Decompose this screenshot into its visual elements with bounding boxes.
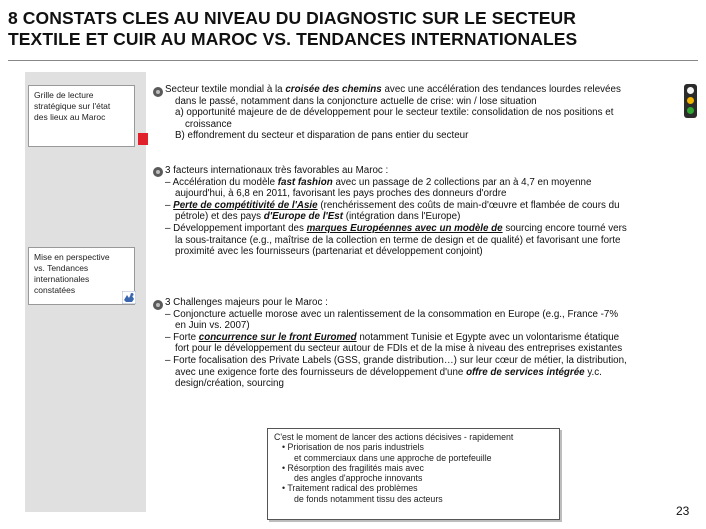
section2-line: 3 facteurs internationaux très favorables au Maroc : bbox=[165, 165, 389, 176]
section3-line: en Juin vs. 2007) bbox=[175, 320, 250, 332]
conclusion-line: et commerciaux dans une approche de portefeuille bbox=[294, 452, 492, 463]
section3-line: – Forte concurrence sur le front Euromed notamment Tunisie et Egypte avec un volontarisme étatique bbox=[165, 331, 620, 343]
conclusion-line: • Traitement radical des problèmes bbox=[282, 483, 418, 494]
section1-line: dans le passé, notamment dans la conjoncture actuelle de crise: win / lose situation bbox=[175, 95, 537, 107]
page-number: 23 bbox=[676, 504, 690, 518]
page-title bbox=[8, 8, 698, 50]
traffic-light-icon bbox=[684, 84, 697, 118]
conclusion-line: • Priorisation de nos paris industriels bbox=[282, 442, 424, 453]
section-world-textile bbox=[165, 84, 685, 142]
box2-line: Mise en perspective bbox=[34, 252, 110, 262]
section2-line: aujourd'hui, à 6,8 en 2011, favorisant les pays proches des donneurs d'ordre bbox=[175, 188, 507, 200]
section1-line: B) effondrement du secteur et disparation de pans entier du secteur bbox=[175, 130, 469, 142]
reading-grid-box bbox=[28, 85, 135, 147]
international-perspective-box bbox=[28, 247, 135, 305]
title-line-1: 8 CONSTATS CLES AU NIVEAU DU DIAGNOSTIC SUR LE SECTEUR bbox=[8, 8, 577, 28]
box2-line: constatées bbox=[34, 285, 76, 295]
conclusion-line: des angles d'approche innovants bbox=[294, 473, 423, 484]
box1-line: Grille de lecture bbox=[34, 90, 94, 100]
globe-icon bbox=[122, 291, 136, 304]
section2-line: pétrole) et des pays d'Europe de l'Est (intégration dans l'Europe) bbox=[175, 211, 461, 223]
section3-line: fort pour le développement du secteur autour de FDIs et de la mise à niveau des entreprises existantes bbox=[175, 343, 623, 355]
bullet-icon bbox=[153, 167, 163, 177]
title-line-2: TEXTILE ET CUIR AU MAROC VS. TENDANCES INTERNATIONALES bbox=[8, 29, 578, 49]
box1-line: des lieux au Maroc bbox=[34, 112, 106, 122]
conclusion-box bbox=[267, 428, 560, 520]
red-marker bbox=[138, 133, 148, 145]
section2-line: – Développement important des marques Européennes avec un modèle de sourcing encore tourné vers bbox=[165, 222, 627, 234]
section-challenges bbox=[165, 297, 695, 390]
box2-line: internationales bbox=[34, 274, 90, 284]
section2-line: – Perte de compétitivité de l'Asie (renchérissement des coûts de main-d'œuvre et flambée de cours du bbox=[165, 199, 620, 211]
section3-line: 3 Challenges majeurs pour le Maroc : bbox=[165, 297, 328, 308]
conclusion-line: de fonds notamment tissu des acteurs bbox=[294, 493, 443, 504]
section3-line: avec une exigence forte des fournisseurs de développement d'une offre de services intégrée y.c. bbox=[175, 366, 602, 378]
title-divider bbox=[8, 60, 698, 61]
section3-line: – Forte focalisation des Private Labels (GSS, grande distribution…) sur leur cœur de métier, la distribution, bbox=[165, 354, 627, 366]
section3-line: design/création, sourcing bbox=[175, 378, 284, 390]
conclusion-line: C'est le moment de lancer des actions décisives - rapidement bbox=[274, 432, 514, 442]
section3-line: – Conjoncture actuelle morose avec un ralentissement de la consommation en Europe (e.g., France -7% bbox=[165, 308, 619, 320]
section2-line: la sous-traitance (e.g., maîtrise de la collection en terme de design et de qualité) et favorisant une forte bbox=[175, 234, 621, 246]
section2-line: – Accélération du modèle fast fashion avec un passage de 2 collections par an à 4,7 en moyenne bbox=[165, 176, 592, 188]
section1-line: a) opportunité majeure de de développement pour le secteur textile: consolidation de nos positions et bbox=[175, 107, 614, 119]
bullet-icon bbox=[153, 87, 163, 97]
traffic-light-yellow bbox=[687, 97, 694, 104]
bullet-icon bbox=[153, 300, 163, 310]
traffic-light-green bbox=[687, 107, 694, 114]
box2-line: vs. Tendances bbox=[34, 263, 89, 273]
section2-line: proximité avec les fournisseurs (partenariat et développement conjoint) bbox=[175, 246, 483, 258]
section-favorable-factors bbox=[165, 165, 695, 258]
traffic-light-top bbox=[687, 87, 694, 94]
section1-line-1: Secteur textile mondial à la croisée des chemins avec une accélération des tendances lourdes relevées bbox=[165, 84, 621, 95]
box1-line: stratégique sur l'état bbox=[34, 101, 111, 111]
section1-line: croissance bbox=[185, 118, 232, 130]
conclusion-line: • Résorption des fragilités mais avec bbox=[282, 462, 424, 473]
